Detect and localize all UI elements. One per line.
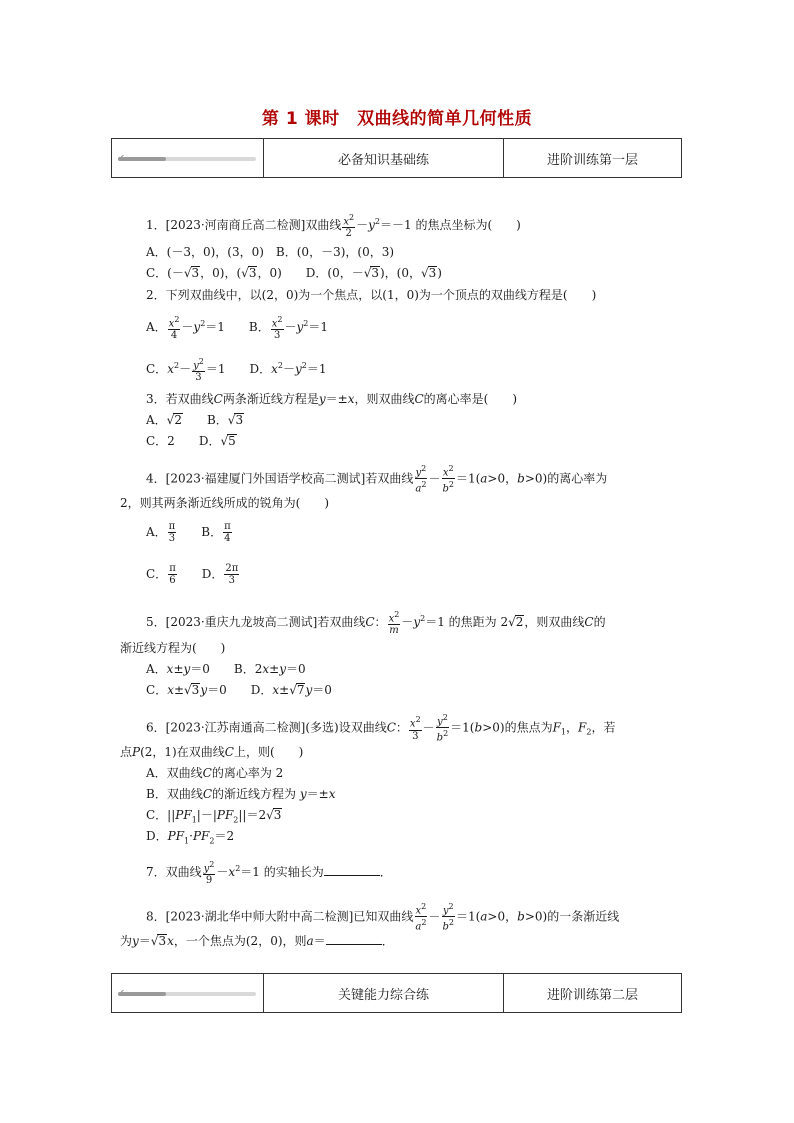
question-3-end: 的离心率是( ) bbox=[423, 392, 518, 406]
question-5-options-cd: C．x±√3y＝0 D．x±√7y＝0 bbox=[146, 683, 332, 697]
progress-cell bbox=[112, 974, 263, 1012]
question-6: 6．[2023·江苏南通高二检测](多选)设双曲线C： $\frac{x^2}{3}$ － $\frac{y^2}{b^2}$ ＝1(b>0)的焦点为$F_1$，$F_2$，若 bbox=[146, 713, 616, 744]
question-4-options-cd: C． $\frac{\pi}{6}$ D． $\frac{2\pi}{3}$ bbox=[146, 563, 239, 586]
progress-bar bbox=[118, 153, 256, 162]
question-6-mid: 的焦点为 bbox=[504, 720, 553, 735]
progress-bar bbox=[118, 988, 256, 997]
question-3-mid: 两条渐近线方程是 bbox=[222, 392, 319, 406]
question-2: 2．下列双曲线中，以(2，0)为一个焦点，以(1，0)为一个顶点的双曲线方程是( ) bbox=[146, 288, 597, 302]
option-a-label: A．双曲线 bbox=[146, 766, 203, 780]
question-6-cont: 点P(2，1)在双曲线C上，则( ) bbox=[120, 745, 304, 759]
question-2-options-ab: A． $\frac{x^2}{4}$ $-y^2=1$ B． $\frac{x^2}{3}$ $-y^2=1$ bbox=[146, 315, 329, 342]
question-8-cont-b: ，一个焦点为(2，0)，则 bbox=[173, 934, 307, 948]
question-3-options-ab: A．√2 B．√3 bbox=[146, 413, 244, 427]
question-4-cond: 的离心率为 bbox=[547, 471, 608, 486]
option-b-label: B．双曲线 bbox=[146, 787, 203, 801]
question-3-suffix: ，则双曲线 bbox=[354, 392, 415, 406]
question-6-cont-a: 点 bbox=[120, 745, 133, 759]
question-6-option-d: D．$PF_1\cdot PF_2=2$ bbox=[146, 829, 235, 846]
answer-blank[interactable] bbox=[324, 865, 380, 876]
question-6-end: ，若 bbox=[591, 720, 616, 735]
question-6-option-c: C．$||PF_1|-|PF_2||=2√3$ bbox=[146, 808, 282, 825]
fraction: $\frac{x^2}{2}$ bbox=[343, 213, 355, 240]
question-6-cont-b: 在双曲线 bbox=[176, 745, 225, 759]
question-5-end: ，则双曲线 bbox=[524, 615, 585, 630]
section-level: 进阶训练第二层 bbox=[503, 974, 681, 1012]
question-6-prefix: 6．[2023·江苏南通高二检测](多选)设双曲线 bbox=[146, 720, 387, 735]
progress-fill bbox=[118, 157, 166, 161]
option-a-text: 的离心率为 2 bbox=[211, 766, 284, 780]
question-7-prefix: 7．双曲线 bbox=[146, 865, 202, 880]
question-8: 8．[2023·湖北华中师大附中高二检测]已知双曲线 $\frac{x^2}{a^2}$ － $\frac{y^2}{b^2}$ ＝1(a>0，b>0)的一条渐近线 bbox=[146, 902, 620, 933]
question-3-options-cd: C．2 D．√5 bbox=[146, 434, 236, 448]
section-title: 关键能力综合练 bbox=[263, 974, 503, 1012]
question-6-cont-c: 上，则( ) bbox=[233, 745, 304, 759]
question-1-options-cd: C．(－√3，0)，(√3，0) D．(0，－√3)，(0，√3) bbox=[146, 266, 442, 280]
question-5-options-ab: A．x±y＝0 B．2x±y＝0 bbox=[146, 662, 306, 676]
question-5-mid: 的焦距为 bbox=[448, 615, 497, 630]
question-1-prefix: 1．[2023·河南商丘高二检测]双曲线 bbox=[146, 218, 342, 233]
question-7: 7．双曲线 $\frac{y^2}{9}$ $-x^2=1$ 的实轴长为 ． bbox=[146, 860, 392, 887]
question-4-cont: 2，则其两条渐近线所成的锐角为( ) bbox=[120, 496, 329, 510]
progress-fill bbox=[118, 992, 166, 996]
check-icon: ✔ bbox=[118, 153, 125, 162]
question-1-suffix: 的焦点坐标为( ) bbox=[415, 218, 521, 233]
question-4-prefix: 4．[2023·福建厦门外国语学校高二测试]若双曲线 bbox=[146, 471, 414, 486]
section-title: 必备知识基础练 bbox=[263, 139, 503, 177]
question-5-cont: 渐近线方程为( ) bbox=[120, 641, 226, 655]
question-8-prefix: 8．[2023·湖北华中师大附中高二检测]已知双曲线 bbox=[146, 909, 414, 924]
question-1-options-ab: A．(－3，0)，(3，0) B．(0，－3)，(0，3) bbox=[146, 245, 395, 259]
progress-cell bbox=[112, 139, 263, 177]
option-b-text: 的渐近线方程为 bbox=[212, 787, 297, 801]
section-level: 进阶训练第一层 bbox=[503, 139, 681, 177]
question-8-cont: 为y＝√3x，一个焦点为(2，0)，则a＝ ． bbox=[120, 934, 394, 948]
question-5: 5．[2023·重庆九龙坡高二测试]若双曲线C： $\frac{x^2}{m}$ $-y^2=1$ 的焦距为 2√2，则双曲线C的 bbox=[146, 610, 606, 637]
question-6-option-b: B．双曲线C的渐近线方程为 y＝±x bbox=[146, 787, 336, 801]
question-3-prefix: 3．若双曲线 bbox=[146, 392, 214, 406]
section-banner-advanced bbox=[111, 973, 682, 1013]
answer-blank[interactable] bbox=[326, 934, 382, 945]
question-6-option-a: A．双曲线C的离心率为 2 bbox=[146, 766, 284, 780]
question-1: 1．[2023·河南商丘高二检测]双曲线 $\frac{x^2}{2}$ $-y^2=-1$ 的焦点坐标为( ) bbox=[146, 213, 521, 240]
question-8-mid: 的一条渐近线 bbox=[547, 909, 620, 924]
question-7-suffix: 的实轴长为 bbox=[263, 865, 324, 880]
section-banner-basic bbox=[111, 138, 682, 178]
question-8-cont-a: 为 bbox=[120, 934, 133, 948]
question-4: 4．[2023·福建厦门外国语学校高二测试]若双曲线 $\frac{y^2}{a^2}$ － $\frac{x^2}{b^2}$ ＝1(a>0，b>0)的离心率为 bbox=[146, 464, 608, 495]
question-5-end2: 的 bbox=[593, 615, 606, 630]
question-3: 3．若双曲线C两条渐近线方程是y＝±x，则双曲线C的离心率是( ) bbox=[146, 392, 518, 406]
question-5-prefix: 5．[2023·重庆九龙坡高二测试]若双曲线 bbox=[146, 615, 366, 630]
check-icon: ✔ bbox=[118, 988, 125, 997]
question-8-cont-c: ＝ bbox=[313, 934, 326, 948]
question-2-options-cd: C．$x^2-$ $\frac{y^2}{3}$ ＝1 D．$x^2-y^2=1$ bbox=[146, 357, 327, 384]
question-4-options-ab: A． $\frac{\pi}{3}$ B． $\frac{\pi}{4}$ bbox=[146, 521, 231, 544]
page-title: 第 1 课时 双曲线的简单几何性质 bbox=[261, 109, 533, 129]
